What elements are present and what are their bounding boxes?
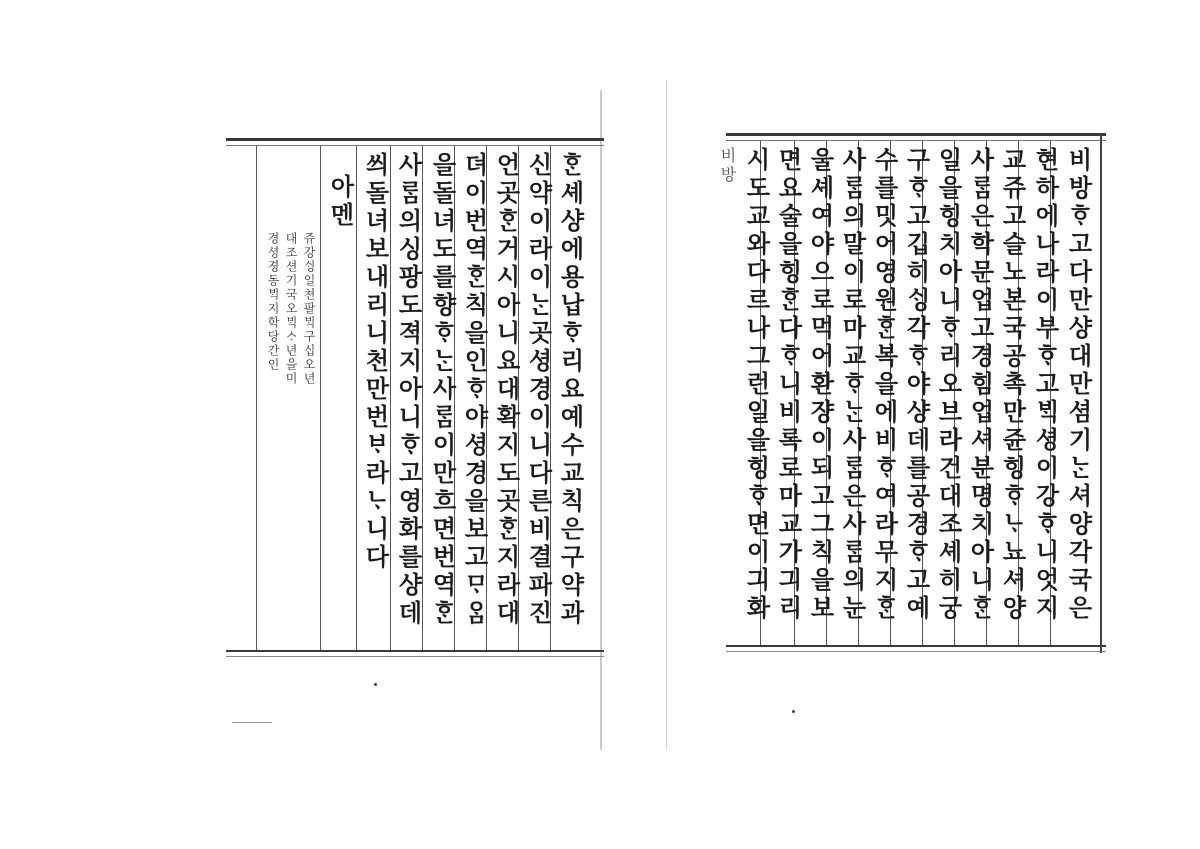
text-column: 언곳ᄒᆞᆫ거시아니요대확지도곳ᄒᆞᆫ지라대 bbox=[492, 152, 521, 628]
top-rule bbox=[226, 138, 604, 141]
text-column: 울셰여야으로먹어환쟝이되고그칙을보 bbox=[806, 147, 835, 623]
text-column: 일을힝치아니ᄒᆞ리오브라건대조셰히궁 bbox=[934, 147, 963, 623]
text-column: 수를밋어영원ᄒᆞᆫ복을에비ᄒᆞ여라무지ᄒᆞᆫ bbox=[870, 147, 899, 623]
text-column: 구ᄒᆞ고깁히ᄉᆡᆼ각ᄒᆞ야샹데를공경ᄒᆞ고예 bbox=[902, 147, 931, 623]
bottom-rule-inner bbox=[226, 656, 604, 657]
text-column: 사ᄅᆞᆷ은학문업고경힘업셔분명치아니ᄒᆞᆫ bbox=[966, 147, 995, 623]
bottom-rule bbox=[226, 650, 604, 652]
text-column: 시도교와다르나그런일을힝ᄒᆞ면이긔화 bbox=[742, 147, 771, 623]
text-column: 교쥬고슬노본국공촉만쥰힝ᄒᆞᄂᆞ뇨셔양 bbox=[998, 147, 1027, 623]
text-column: 뎌이번역ᄒᆞᆫ칙을인ᄒᆞ야셩경을보고ᄆᆞᄋᆞᆷ bbox=[460, 152, 489, 628]
top-rule bbox=[726, 133, 1106, 136]
colophon-line: 경셩졍동ᄇᆡᆨ지학당간인 bbox=[266, 232, 280, 372]
text-column: 씌돌녀보내리니천만번ᄇᆞ라ᄂᆞ니다 bbox=[361, 152, 390, 572]
right-page bbox=[718, 133, 1106, 658]
column-divider bbox=[320, 146, 321, 650]
column-divider bbox=[256, 146, 257, 650]
bottom-rule bbox=[726, 645, 1106, 647]
margin-mark bbox=[232, 722, 272, 723]
text-column: 비방ᄒᆞ고다만샹대만셤기ᄂᆞᆫ셔양각국은 bbox=[1064, 147, 1093, 623]
text-column: 을돌녀도를향ᄒᆞᄂᆞᆫ사ᄅᆞᆷ이만흐면번역ᄒᆞᆫ bbox=[428, 152, 457, 628]
bottom-rule-inner bbox=[726, 651, 1106, 652]
column-divider bbox=[356, 146, 357, 650]
amen-column: 아멘 bbox=[326, 174, 355, 230]
page-folio: 비방 bbox=[718, 147, 737, 185]
text-column: 현하에나라이부ᄒᆞ고ᄇᆡᆨ셩이강ᄒᆞ니엇지 bbox=[1031, 147, 1060, 623]
colophon-line: 쥬강ᄉᆡᆼ일쳔팔ᄇᆡᆨ구십오년 bbox=[302, 232, 316, 386]
page-border-right bbox=[1100, 133, 1102, 653]
colophon-line: 대조션기국오ᄇᆡᆨᄉᆞ년을미 bbox=[284, 232, 298, 386]
top-rule-inner bbox=[226, 145, 604, 146]
text-column: ᄒᆞᆫ셰샹에용납ᄒᆞ리요예수교칙은구약과 bbox=[556, 152, 585, 628]
top-rule-inner bbox=[726, 140, 1106, 141]
text-column: 사ᄅᆞᆷ의말이로마교ᄒᆞᄂᆞᆫ사ᄅᆞᆷ은사ᄅᆞᆷ의눈 bbox=[838, 147, 867, 623]
text-column: 신약이라이ᄂᆞᆫ곳셩경이니다른비결파진 bbox=[524, 152, 553, 628]
page-gutter bbox=[666, 80, 667, 750]
ink-speck bbox=[374, 683, 377, 686]
text-column: 사ᄅᆞᆷ의싱팡도젹지아니ᄒᆞ고영화를샹데 bbox=[394, 152, 423, 628]
left-page bbox=[226, 138, 604, 758]
text-column: 면요술을힝ᄒᆞᆫ다ᄒᆞ니비록로마교가긔리 bbox=[774, 147, 803, 623]
ink-speck bbox=[792, 710, 795, 713]
